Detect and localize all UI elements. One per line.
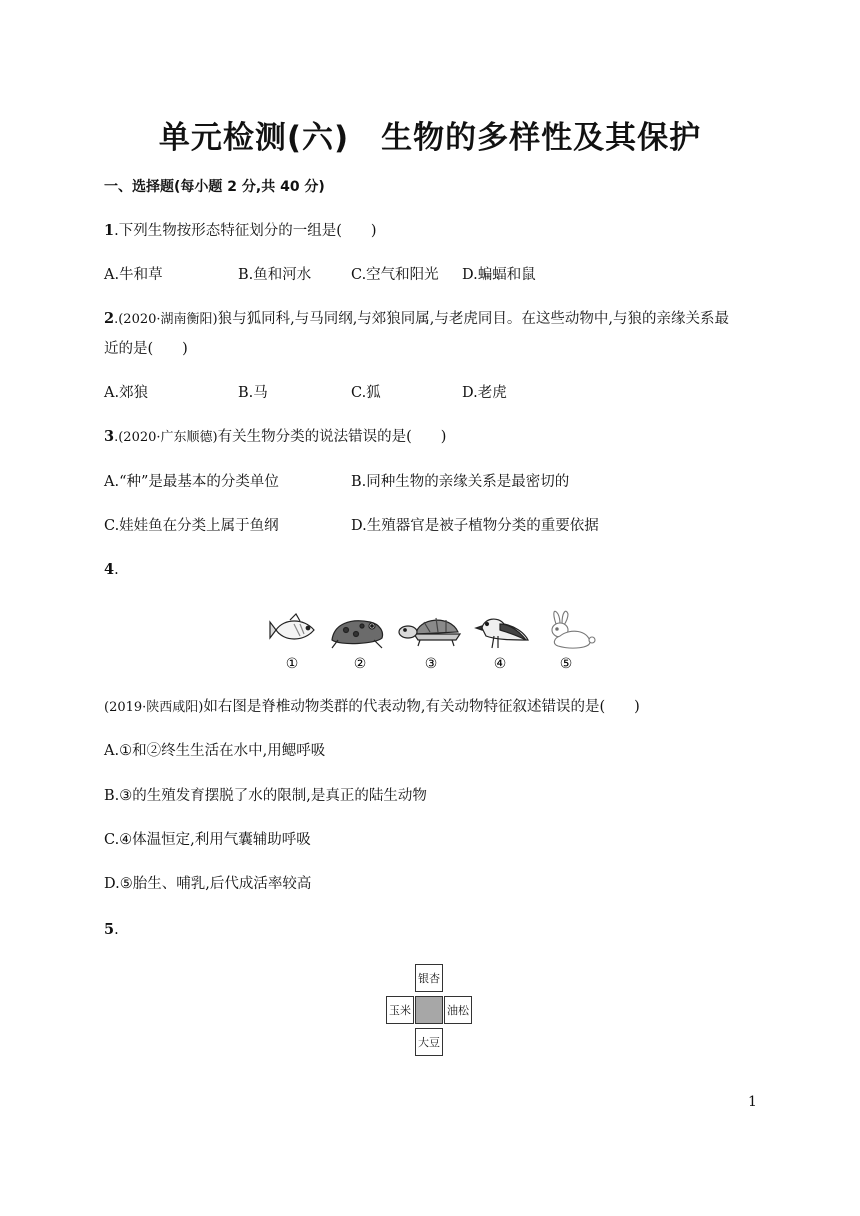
option-c[interactable]: C.娃娃鱼在分类上属于鱼纲 <box>104 518 279 534</box>
figure-label-1: ① <box>285 656 299 672</box>
option-d[interactable]: D.老虎 <box>462 385 507 401</box>
rabbit-icon <box>552 611 595 648</box>
option-a[interactable]: A.牛和草 <box>104 267 163 283</box>
question-text: 有关生物分类的说法错误的是( ) <box>217 429 447 445</box>
question-4-stem <box>104 697 640 718</box>
option-c[interactable]: C.狐 <box>351 385 381 401</box>
question-3 <box>104 427 446 448</box>
option-a[interactable]: A.“种”是最基本的分类单位 <box>104 474 279 490</box>
vertebrate-figure <box>268 606 598 676</box>
fish-icon <box>270 614 314 639</box>
question-4: 4. <box>104 561 119 578</box>
option-c[interactable]: C.空气和阳光 <box>351 267 439 283</box>
question-2 <box>104 309 729 330</box>
cell-left: 玉米 <box>386 996 414 1024</box>
option-d[interactable]: D.生殖器官是被子植物分类的重要依据 <box>351 518 599 534</box>
figure-label-5: ⑤ <box>559 656 573 672</box>
page-title: 单元检测(六) 生物的多样性及其保护 <box>158 120 702 156</box>
question-number: 2 <box>104 310 115 327</box>
figure-label-3: ③ <box>424 656 438 672</box>
option-c[interactable]: C.④体温恒定,利用气囊辅助呼吸 <box>104 832 311 848</box>
turtle-icon <box>399 618 460 646</box>
cell-right: 油松 <box>444 996 472 1024</box>
question-number: 4 <box>104 561 115 578</box>
section-heading: 一、选择题(每小题 2 分,共 40 分) <box>104 179 325 195</box>
question-1 <box>104 221 377 241</box>
question-5: 5. <box>104 921 119 938</box>
cell-top: 银杏 <box>415 964 443 992</box>
question-number: 1 <box>104 222 115 239</box>
page-number: 1 <box>748 1094 757 1110</box>
question-number: 3 <box>104 428 115 445</box>
question-text: 如右图是脊椎动物类群的代表动物,有关动物特征叙述错误的是( ) <box>203 699 640 715</box>
question-source: .(2020·广东顺德) <box>114 430 218 445</box>
cell-center <box>415 996 443 1024</box>
question-text: .下列生物按形态特征划分的一组是( ) <box>114 223 377 239</box>
bird-icon <box>476 619 528 648</box>
option-b[interactable]: B.③的生殖发育摆脱了水的限制,是真正的陆生动物 <box>104 788 427 804</box>
option-d[interactable]: D.⑤胎生、哺乳,后代成活率较高 <box>104 876 312 892</box>
question-2-continued: 近的是( ) <box>104 341 188 357</box>
question-text: 狼与狐同科,与马同纲,与郊狼同属,与老虎同目。在这些动物中,与狼的亲缘关系最 <box>217 311 730 327</box>
frog-icon <box>332 621 383 648</box>
option-b[interactable]: B.鱼和河水 <box>238 267 312 283</box>
question-source: (2019·陕西咸阳) <box>104 700 204 715</box>
option-b[interactable]: B.马 <box>238 385 268 401</box>
option-a[interactable]: A.①和②终生生活在水中,用鳃呼吸 <box>104 743 326 759</box>
question-source: .(2020·湖南衡阳) <box>114 312 218 327</box>
question-number: 5 <box>104 921 115 938</box>
option-d[interactable]: D.蝙蝠和鼠 <box>462 267 536 283</box>
option-a[interactable]: A.郊狼 <box>104 385 149 401</box>
cell-bottom: 大豆 <box>415 1028 443 1056</box>
figure-label-2: ② <box>353 656 367 672</box>
vertebrate-illustration <box>268 606 598 676</box>
figure-label-4: ④ <box>493 656 507 672</box>
option-b[interactable]: B.同种生物的亲缘关系是最密切的 <box>351 474 570 490</box>
